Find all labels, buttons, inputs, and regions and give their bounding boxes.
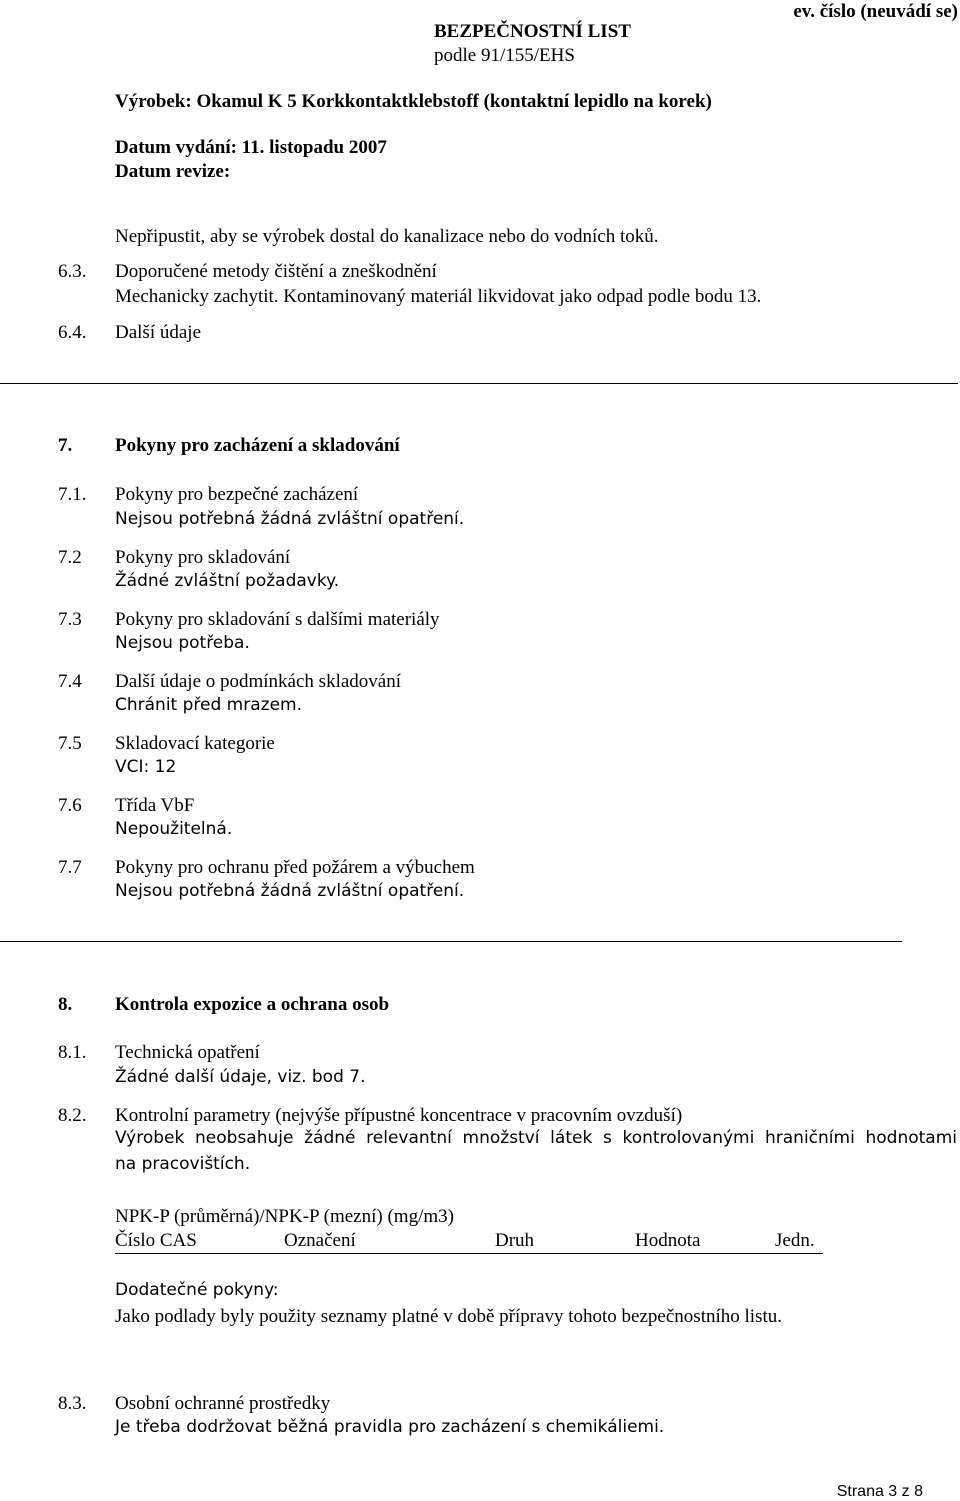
npk-title: NPK-P (průměrná)/NPK-P (mezní) (mg/m3)	[115, 1206, 454, 1227]
col-cas: Číslo CAS	[115, 1230, 197, 1251]
issue-date: Datum vydání: 11. listopadu 2007	[115, 137, 387, 158]
s7-1-heading: Pokyny pro bezpečné zacházení	[115, 484, 359, 505]
s8-3-number: 8.3.	[58, 1393, 87, 1414]
col-type: Druh	[495, 1230, 535, 1251]
s7-5-body: VCI: 12	[115, 757, 177, 777]
s6-3-heading: Doporučené metody čištění a zneškodnění	[115, 261, 437, 282]
s7-6-body: Nepoužitelná.	[115, 819, 233, 839]
s8-2-number: 8.2.	[58, 1105, 87, 1126]
product-name: Výrobek: Okamul K 5 Korkkontaktklebstoff (kontaktní lepidlo na korek)	[115, 91, 712, 112]
s6-prevent-line: Nepřipustit, aby se výrobek dostal do kanalizace nebo do vodních toků.	[115, 226, 659, 247]
s8-2-body-line2: na pracovištích.	[115, 1154, 251, 1174]
s6-3-body: Mechanicky zachytit. Kontaminovaný materiál likvidovat jako odpad podle bodu 13.	[115, 286, 762, 307]
extra-text: Jako podlady byly použity seznamy platné v době přípravy tohoto bezpečnostního listu.	[115, 1306, 782, 1327]
s7-3-heading: Pokyny pro skladování s dalšími materiály	[115, 609, 440, 630]
s8-2-heading: Kontrolní parametry (nejvýše přípustné koncentrace v pracovním ovzduší)	[115, 1105, 683, 1126]
s7-heading: Pokyny pro zacházení a skladování	[115, 435, 400, 456]
col-label: Označení	[284, 1230, 356, 1251]
s7-7-body: Nejsou potřebná žádná zvláštní opatření.	[115, 881, 465, 901]
document-title: BEZPEČNOSTNÍ LIST	[434, 21, 631, 42]
s6-3-number: 6.3.	[58, 261, 87, 282]
ev-number: ev. číslo (neuvádí se)	[793, 1, 958, 22]
s7-2-body: Žádné zvláštní požadavky.	[115, 571, 340, 591]
s7-3-number: 7.3	[58, 609, 82, 630]
s7-4-heading: Další údaje o podmínkách skladování	[115, 671, 401, 692]
extra-label: Dodatečné pokyny:	[115, 1280, 279, 1300]
s8-3-heading: Osobní ochranné prostředky	[115, 1393, 331, 1414]
s8-number: 8.	[58, 994, 73, 1015]
s7-5-number: 7.5	[58, 733, 82, 754]
document-subtitle: podle 91/155/EHS	[434, 45, 575, 66]
s7-6-number: 7.6	[58, 795, 82, 816]
limits-table-header	[115, 1231, 823, 1254]
s7-3-body: Nejsou potřeba.	[115, 633, 250, 653]
col-unit: Jedn.	[775, 1230, 815, 1251]
page-number: Strana 3 z 8	[836, 1483, 923, 1500]
s8-1-body: Žádné další údaje, viz. bod 7.	[115, 1067, 366, 1087]
s7-5-heading: Skladovací kategorie	[115, 733, 275, 754]
s8-1-heading: Technická opatření	[115, 1042, 260, 1063]
s7-1-body: Nejsou potřebná žádná zvláštní opatření.	[115, 509, 465, 529]
s7-2-number: 7.2	[58, 547, 82, 568]
s8-1-number: 8.1.	[58, 1042, 87, 1063]
revision-date: Datum revize:	[115, 161, 231, 182]
s7-2-heading: Pokyny pro skladování	[115, 547, 291, 568]
s7-4-number: 7.4	[58, 671, 82, 692]
s7-1-number: 7.1.	[58, 484, 87, 505]
s7-6-heading: Třída VbF	[115, 795, 195, 816]
s8-2-body-line1: Výrobek neobsahuje žádné relevantní množství látek s kontrolovanými hraničními hodnotami	[115, 1128, 957, 1148]
s8-3-body: Je třeba dodržovat běžná pravidla pro zacházení s chemikáliemi.	[115, 1417, 665, 1437]
s6-4-number: 6.4.	[58, 322, 87, 343]
s7-4-body: Chránit před mrazem.	[115, 695, 302, 715]
section-divider	[0, 383, 958, 384]
s8-heading: Kontrola expozice a ochrana osob	[115, 994, 390, 1015]
section-divider	[0, 941, 902, 942]
s7-7-number: 7.7	[58, 857, 82, 878]
s7-number: 7.	[58, 435, 73, 456]
s7-7-heading: Pokyny pro ochranu před požárem a výbuchem	[115, 857, 475, 878]
col-value: Hodnota	[635, 1230, 701, 1251]
s6-4-heading: Další údaje	[115, 322, 202, 343]
